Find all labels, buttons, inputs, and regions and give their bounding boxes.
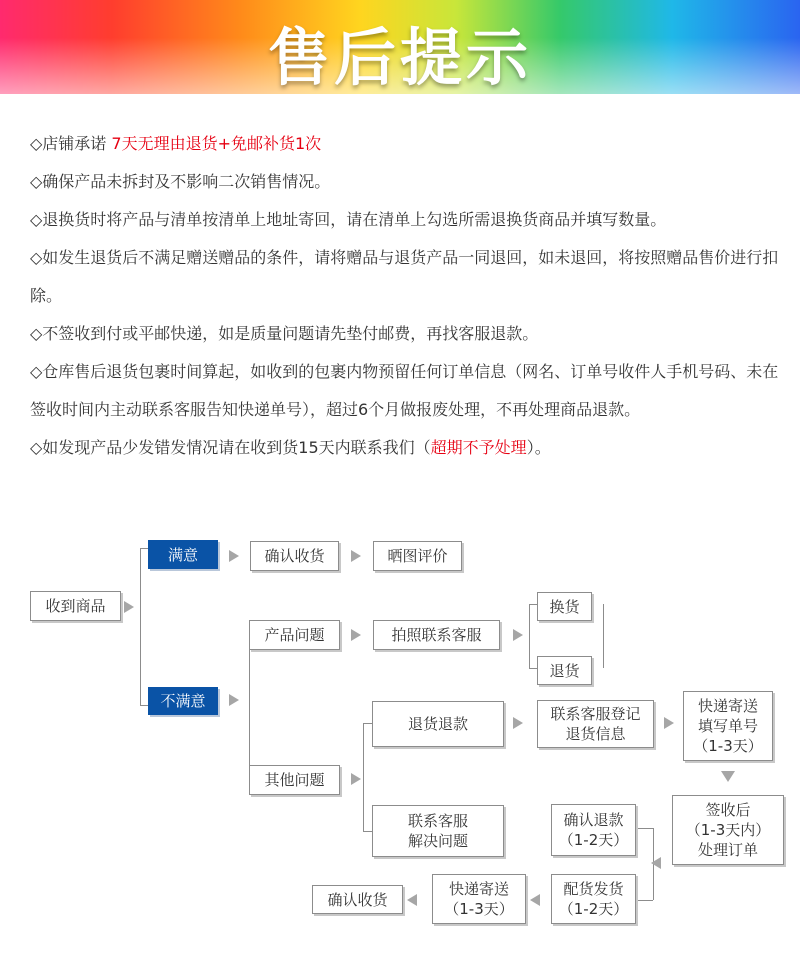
connector-line [363, 723, 372, 724]
node-contact-resolve: 联系客服 解决问题 [372, 805, 504, 857]
arrow-right-icon [351, 773, 361, 785]
arrow-right-icon [664, 717, 674, 729]
arrow-right-icon [229, 694, 239, 706]
arrow-right-icon [351, 629, 361, 641]
node-return-refund: 退货退款 [372, 701, 504, 747]
node-arrange-ship: 配货发货 （1-2天） [551, 874, 636, 924]
connector-line [363, 831, 372, 832]
notice-item: ◇退换货时将产品与清单按清单上地址寄回，请在清单上勾选所需退换货商品并填写数量。 [30, 210, 667, 229]
connector-line [529, 604, 537, 605]
node-sign-process: 签收后 （1-3天内） 处理订单 [672, 795, 784, 865]
node-register-return: 联系客服登记 退货信息 [537, 700, 654, 748]
node-confirm-receipt: 确认收货 [250, 541, 339, 571]
connector-line [140, 548, 141, 705]
banner-title: 售后提示 [267, 21, 532, 94]
notice-item: ◇店铺承诺 7天无理由退货+免邮补货1次 [30, 134, 322, 153]
arrow-right-icon [513, 629, 523, 641]
node-confirm-refund: 确认退款 （1-2天） [551, 804, 636, 856]
node-unsatisfied: 不满意 [148, 687, 218, 715]
node-product-issue: 产品问题 [249, 620, 340, 650]
notice-item: ◇不签收到付或平邮快递，如是质量问题请先垫付邮费，再找客服退款。 [30, 324, 539, 343]
node-other-issue: 其他问题 [249, 765, 340, 795]
notice-item: ◇如发现产品少发错发情况请在收到货15天内联系我们（超期不予处理）。 [30, 438, 551, 457]
node-return: 退货 [537, 656, 592, 685]
connector-line [529, 668, 537, 669]
arrow-left-icon [651, 857, 661, 869]
node-photo-contact: 拍照联系客服 [373, 620, 500, 650]
node-exchange: 换货 [537, 592, 592, 621]
notice-item: ◇仓库售后退货包裹时间算起，如收到的包裹内物预留任何订单信息（网名、订单号收件人手机号码、未在签收时间内主动联系客服告知快递单号），超过6个月做报废处理，不再处理商品退款。 [30, 362, 779, 419]
arrow-left-icon [530, 894, 540, 906]
arrow-right-icon [124, 601, 134, 613]
connector-line [603, 604, 604, 668]
notice-item: ◇如发生退货后不满足赠送赠品的条件，请将赠品与退货产品一同退回，如未退回，将按照赠品售价进行扣除。 [30, 248, 779, 305]
connector-line [140, 705, 148, 706]
notice-item: ◇确保产品未拆封及不影响二次销售情况。 [30, 172, 331, 191]
node-final-confirm: 确认收货 [312, 885, 403, 914]
node-satisfied: 满意 [148, 540, 218, 569]
node-express-deliver: 快递寄送 （1-3天） [432, 874, 526, 924]
arrow-right-icon [351, 550, 361, 562]
connector-line [529, 604, 530, 668]
connector-line [140, 548, 148, 549]
arrow-left-icon [407, 894, 417, 906]
arrow-right-icon [513, 717, 523, 729]
arrow-right-icon [229, 550, 239, 562]
connector-line [636, 900, 653, 901]
node-receive-goods: 收到商品 [30, 591, 121, 621]
connector-line [249, 634, 250, 779]
node-express-ship: 快递寄送 填写单号 （1-3天） [683, 691, 773, 761]
node-photo-review: 晒图评价 [373, 541, 462, 571]
connector-line [636, 828, 653, 829]
connector-line [363, 723, 364, 831]
arrow-down-icon [721, 771, 735, 782]
